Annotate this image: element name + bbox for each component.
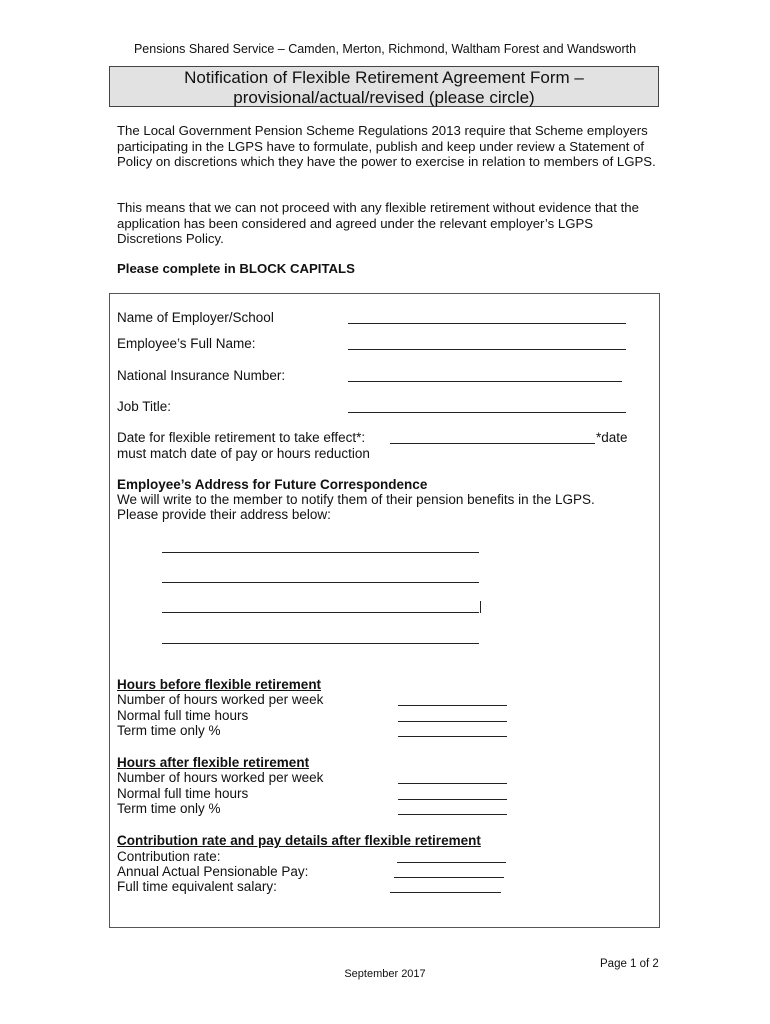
retirement-date-field[interactable] <box>390 443 595 444</box>
employee-name-field[interactable] <box>348 349 626 350</box>
hours-after-termtime-label: Term time only % <box>117 801 221 816</box>
address-line-4[interactable] <box>162 643 479 644</box>
ni-number-field[interactable] <box>348 381 622 382</box>
hours-before-termtime-field[interactable] <box>398 736 507 737</box>
date-note: must match date of pay or hours reduction <box>117 446 370 461</box>
contribution-title: Contribution rate and pay details after flexible retirement <box>117 833 481 848</box>
address-line-1[interactable] <box>162 552 479 553</box>
employer-field[interactable] <box>348 323 626 324</box>
address-description-2: Please provide their address below: <box>117 507 331 522</box>
hours-before-fulltime-field[interactable] <box>398 721 507 722</box>
page-number: Page 1 of 2 <box>600 958 659 970</box>
text-cursor <box>480 601 481 613</box>
page-header: Pensions Shared Service – Camden, Merton, Richmond, Waltham Forest and Wandsworth <box>133 42 637 56</box>
hours-before-termtime-label: Term time only % <box>117 723 221 738</box>
fte-salary-label: Full time equivalent salary: <box>117 879 277 894</box>
footer-date: September 2017 <box>344 968 426 980</box>
job-title-field[interactable] <box>348 412 626 413</box>
form-title <box>109 66 659 107</box>
job-title-label: Job Title: <box>117 399 172 414</box>
hours-before-title: Hours before flexible retirement <box>117 677 322 692</box>
retirement-date-label: Date for flexible retirement to take effect*: <box>117 430 366 445</box>
address-line-2[interactable] <box>162 582 479 583</box>
date-note-suffix: *date <box>596 430 628 445</box>
employer-label: Name of Employer/School <box>117 310 274 325</box>
intro-paragraph-2: This means that we can not proceed with any flexible retirement without evidence that the application has been considered and agreed under the relevant employer’s LGPS Discretions Policy. <box>117 200 639 247</box>
pensionable-pay-label: Annual Actual Pensionable Pay: <box>117 864 309 879</box>
hours-after-fulltime-label: Normal full time hours <box>117 786 249 801</box>
hours-after-weekly-label: Number of hours worked per week <box>117 770 324 785</box>
address-section-title: Employee’s Address for Future Correspondence <box>117 477 428 492</box>
form-title-line2: provisional/actual/revised (please circle) <box>233 88 535 107</box>
address-line-3[interactable] <box>162 612 479 613</box>
hours-after-termtime-field[interactable] <box>398 814 507 815</box>
hours-before-weekly-label: Number of hours worked per week <box>117 692 324 707</box>
intro-paragraph-1: The Local Government Pension Scheme Regulations 2013 require that Scheme employers participating in the LGPS have to formulate, publish and keep under review a Statement of Policy on discretions which they have the power to exercise in relation to members of LGPS. <box>117 123 656 170</box>
form-title-line1: Notification of Flexible Retirement Agreement Form – <box>184 68 584 87</box>
hours-after-title: Hours after flexible retirement <box>117 755 310 770</box>
fte-salary-field[interactable] <box>390 892 501 893</box>
contribution-rate-field[interactable] <box>397 862 506 863</box>
ni-number-label: National Insurance Number: <box>117 368 286 383</box>
hours-before-weekly-field[interactable] <box>398 705 507 706</box>
pensionable-pay-field[interactable] <box>394 877 504 878</box>
employee-name-label: Employee’s Full Name: <box>117 336 256 351</box>
address-description-1: We will write to the member to notify them of their pension benefits in the LGPS. <box>117 492 595 507</box>
contribution-rate-label: Contribution rate: <box>117 849 221 864</box>
hours-after-weekly-field[interactable] <box>398 783 507 784</box>
hours-after-fulltime-field[interactable] <box>398 799 507 800</box>
block-capitals-instruction: Please complete in BLOCK CAPITALS <box>117 261 355 276</box>
hours-before-fulltime-label: Normal full time hours <box>117 708 249 723</box>
